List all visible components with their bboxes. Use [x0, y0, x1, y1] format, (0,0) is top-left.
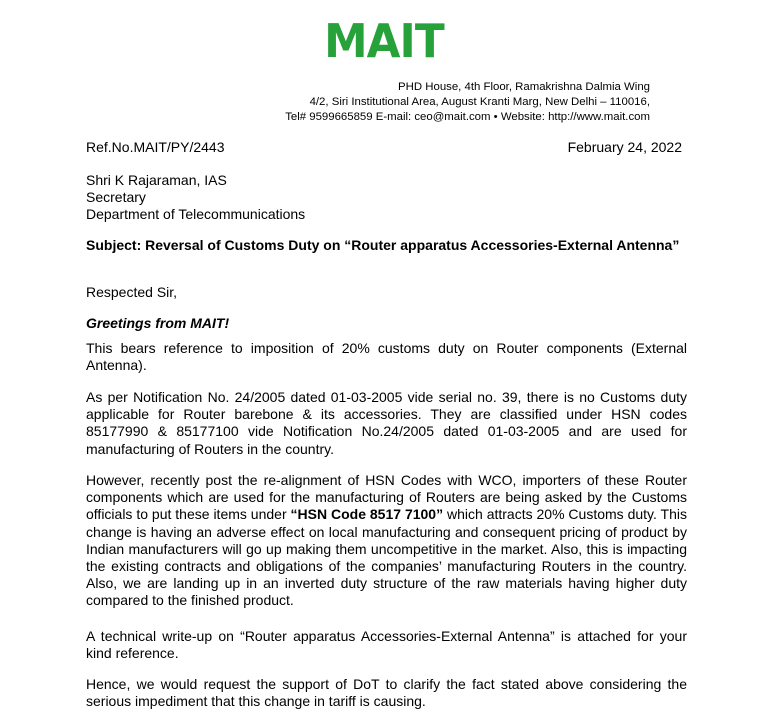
paragraph-technical-writeup: A technical write-up on “Router apparatus Accessories-External Antenna” is attached for your kind reference.	[86, 628, 687, 662]
reference-row	[86, 139, 682, 156]
paragraph-hsn-text-before: However, recently post the re-alignment of HSN Codes with WCO, importers of these Router components which are used for the manufacturing of Routers are being asked by the Customs officials to put these items under	[86, 472, 687, 523]
salutation: Respected Sir,	[86, 284, 178, 300]
recipient-title: Secretary	[86, 189, 146, 205]
subject-line: Subject: Reversal of Customs Duty on “Router apparatus Accessories-External Antenna”	[86, 237, 680, 253]
paragraph-hsn-text-after: which attracts 20% Customs duty. This change is having an adverse effect on local manufacturing and consequent pricing of product by Indian manufacturers will go up making them uncompetitive in the market. Also, this is impacting the existing contracts and obligations of the companies’ manufacturing Routers in the country. Also, we are landing up in an inverted duty structure of the raw materials having higher duty compared to the finished product.	[86, 506, 687, 609]
letter-date: February 24, 2022	[567, 139, 682, 155]
greeting: Greetings from MAIT!	[86, 315, 230, 331]
letterhead-address	[0, 80, 650, 125]
address-line-3: Tel# 9599665859 E-mail: ceo@mait.com • Website: http://www.mait.com	[285, 111, 650, 123]
reference-number: Ref.No.MAIT/PY/2443	[86, 139, 225, 155]
address-line-2: 4/2, Siri Institutional Area, August Kranti Marg, New Delhi – 110016,	[309, 96, 650, 108]
mait-logo-text: MAIT	[323, 14, 444, 68]
letterhead-logo	[0, 14, 767, 70]
paragraph-hsn-realignment	[86, 472, 687, 610]
paragraph-notification: As per Notification No. 24/2005 dated 01-03-2005 vide serial no. 39, there is no Customs duty applicable for Router barebone & its accessories. They are classified under HSN codes 85177990 & 85177100 vide Notification No.24/2005 dated 01-03-2005 and are used for manufacturing of Routers in the country.	[86, 389, 687, 457]
address-line-1: PHD House, 4th Floor, Ramakrishna Dalmia Wing	[398, 81, 650, 93]
hsn-code-highlight: “HSN Code 8517 7100”	[290, 506, 444, 523]
recipient-name: Shri K Rajaraman, IAS	[86, 172, 227, 188]
paragraph-reference: This bears reference to imposition of 20% customs duty on Router components (External Antenna).	[86, 340, 687, 374]
recipient-department: Department of Telecommunications	[86, 206, 306, 222]
recipient-block	[86, 172, 305, 223]
paragraph-request: Hence, we would request the support of DoT to clarify the fact stated above considering the serious impediment that this change in tariff is causing.	[86, 676, 687, 710]
